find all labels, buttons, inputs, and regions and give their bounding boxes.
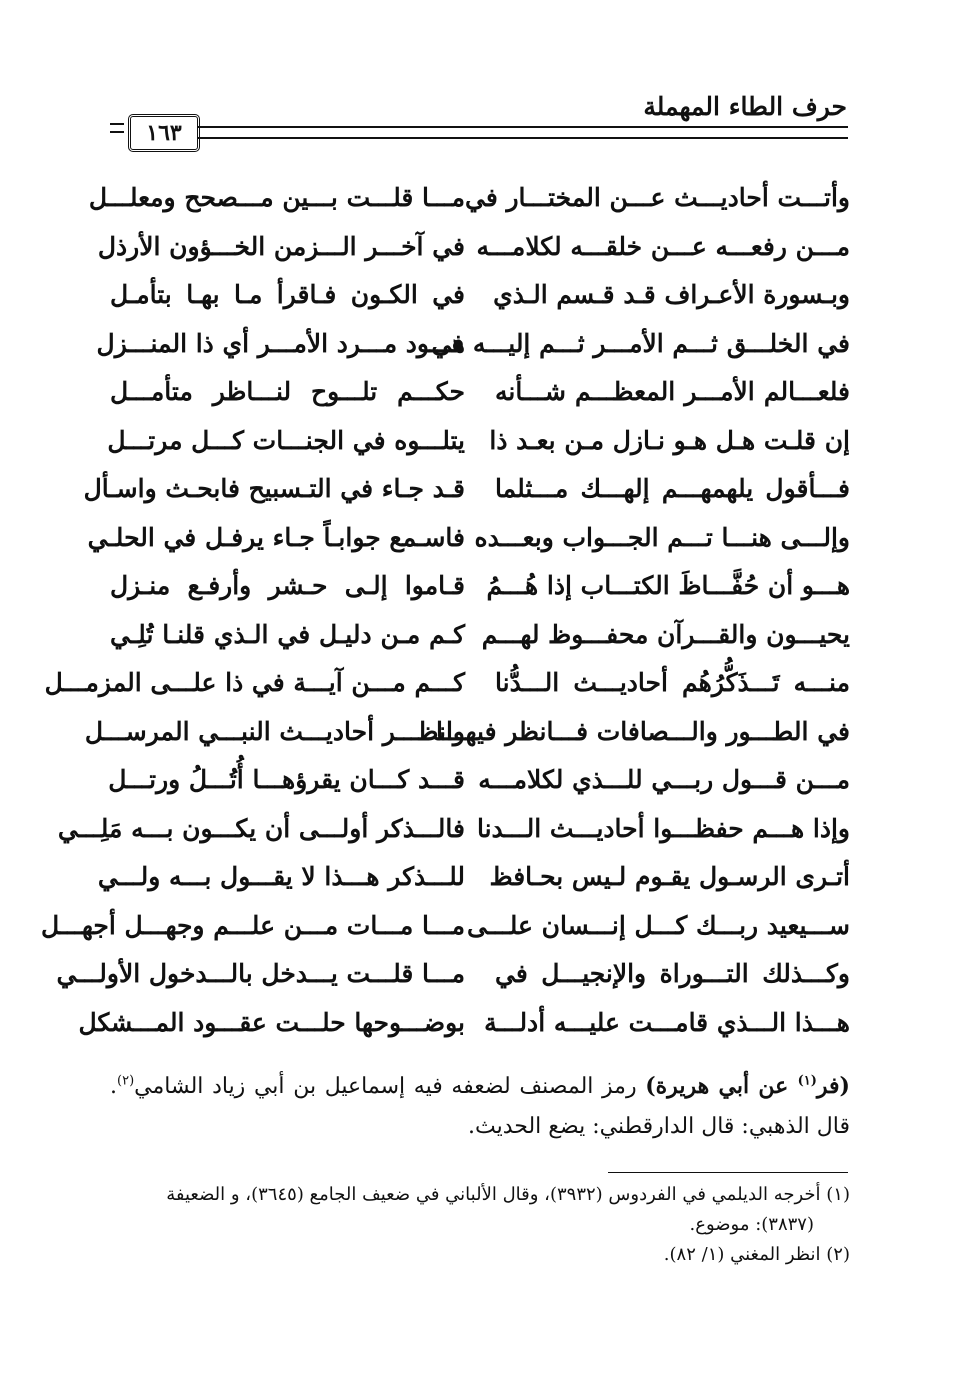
commentary-text: رمز المصنف لضعفه فيه إسماعيل بن أبي زياد الشامي — [134, 1074, 646, 1099]
verse-line — [87, 522, 850, 572]
verse-line — [96, 328, 850, 378]
verse-second-hemistich: مـــا مـــات مـــن علـــم وجهـــل أجهـــل — [41, 910, 465, 940]
verse-second-hemistich: قـــد كـــان يقرؤهـــا أُتُـــلُ ورتـــل — [108, 765, 465, 794]
verse-line — [84, 716, 850, 766]
footnote-2: (٢) انظر المغني (١/ ٨٢). — [663, 1244, 850, 1265]
verse-line — [88, 183, 850, 232]
verse-line — [110, 620, 850, 669]
verse-first-hemistich: إن قلـت هـل هـو نـازل مـن بعـد ذا — [489, 425, 850, 455]
footnote-1: (١) أخرجه الديلمي في الفردوس (٣٩٣٢)، وقال الألباني في ضعيف الجامع (٣٦٤٥)، و الضعيفة — [166, 1184, 850, 1205]
running-head-title: حرف الطاء المهملة — [643, 92, 847, 121]
verse-first-hemistich: مـــن رفعـــه عـــن خلقـــه لكلامـــه — [476, 231, 850, 261]
verse-line — [44, 668, 850, 717]
verse-second-hemistich: بوضـــوحها حلـــت عقـــود المـــشكل — [78, 1007, 465, 1037]
verse-line — [97, 231, 850, 281]
page-number: ١٦٣ — [128, 114, 200, 152]
verse-second-hemistich: حكـــم تلـــوح لنـــاظر متأمـــل — [110, 377, 465, 406]
verse-first-hemistich: يحيـــون والقـــرآن محفـــوظ لهـــم — [481, 619, 850, 649]
commentary-text-end: . قال الذهبي: قال الدارقطني: يضع الحديث. — [110, 1074, 850, 1139]
footnote-marker-1: (١) — [797, 1073, 817, 1089]
hadith-reference — [645, 1073, 850, 1099]
verse-first-hemistich: وكـــذلك التـــوراة والإنجيـــل في — [495, 959, 850, 988]
verse-first-hemistich: أتـرى الرسـول يقـوم لـيس بحـافظ — [489, 862, 850, 891]
verse-second-hemistich: في آخـــر الـــزمن الخـــؤون الأرذل — [97, 231, 465, 261]
verse-first-hemistich: وإذا هـــم حفظـــوا أحاديـــث الـــدنا — [476, 813, 850, 843]
verse-line — [78, 1007, 850, 1057]
verse-line — [107, 425, 850, 475]
verse-first-hemistich: هـــذا الـــذي قامـــت عليـــه أدلـــة — [484, 1007, 850, 1037]
verse-line — [83, 474, 850, 523]
verse-first-hemistich: مـــن قـــول ربـــي للـــذي لكلامـــه — [478, 765, 850, 794]
verse-first-hemistich: ســـيعيد ربـــك كـــل إنـــسان علـــى — [466, 910, 850, 940]
verse-first-hemistich: هـــو أن حُفَّـــاظَ الكتـــاب إذا هُـــمُ — [486, 571, 850, 600]
verse-first-hemistich: فـــأقول يلهمهـــم إلهـــك مـــثلما — [495, 474, 850, 503]
verse-second-hemistich: في الكـون فـاقرأ مـا بهـا بتأمـل — [110, 280, 465, 309]
verse-second-hemistich: وانظـــر أحاديـــث النبـــي المرســـل — [84, 716, 465, 746]
verse-line — [110, 280, 850, 329]
verse-second-hemistich: قـد جـاء في التـسبيح فابحـث واسـأل — [83, 474, 465, 503]
verse-first-hemistich: في الخلـــق ثـــم الأمـــر ثـــم إليـــه في — [431, 328, 850, 358]
verse-first-hemistich: وإلـــى هنـــا تـــم الجـــواب وبعـــده — [474, 522, 850, 552]
verse-line — [56, 959, 850, 1008]
page-number-dash — [110, 123, 124, 133]
footnote-separator — [608, 1172, 848, 1173]
footnote-marker-2: (٢) — [117, 1073, 135, 1089]
double-rule-line — [198, 126, 848, 139]
verse-first-hemistich: فلعـــالم الأمـــر المعظـــم شـــأنه — [495, 377, 850, 406]
verse-line — [110, 571, 850, 620]
poem-verses — [41, 183, 850, 1056]
verse-second-hemistich: للـــذكر هـــذا لا يقـــول بـــه ولـــي — [97, 862, 465, 891]
footnote-1-continuation: (٣٨٣٧): موضوع. — [689, 1214, 814, 1235]
verse-first-hemistich: في الطـــور والـــصافات فـــانظر فيهـــا — [435, 716, 850, 746]
verse-line — [110, 765, 850, 814]
verse-line — [57, 813, 850, 863]
verse-second-hemistich: فالـــذكر أولـــى أن يكـــون بـــه مَلِـــي — [57, 813, 465, 843]
verse-second-hemistich: مـــا قلـــت بـــين مـــصحح ومعلـــل — [88, 183, 465, 212]
footnotes — [110, 1180, 850, 1270]
reference-open: (فر — [816, 1073, 850, 1099]
verse-first-hemistich: وبـسورة الأعـراف قـد قـسم الـذي — [493, 280, 850, 309]
header-rule — [108, 112, 848, 152]
verse-second-hemistich: فاسـمع جوابـاً جـاء يرفـل في الحلـي — [87, 522, 465, 552]
verse-second-hemistich: قـاموا إلـى حـشر وأرفـع منـزل — [110, 571, 465, 600]
verse-line — [97, 862, 850, 911]
verse-line — [41, 910, 850, 960]
verse-second-hemistich: مـــا قلـــت يـــدخل بالـــدخول الأولـــي — [56, 959, 465, 988]
verse-first-hemistich: وأتـــت أحاديـــث عـــن المختـــار في — [464, 183, 850, 212]
verse-second-hemistich: يتلـــوه في الجنـــات كـــل مرتـــل — [107, 425, 465, 455]
verse-line — [110, 377, 850, 426]
reference-close: عن أبي هريرة) — [645, 1073, 798, 1099]
verse-first-hemistich: منـــه تَـــذَكُّرُهُم أحاديـــث الـــدُّنا — [495, 668, 850, 697]
verse-second-hemistich: هـــود مـــرد الأمـــر أي ذا المنـــزل — [96, 328, 465, 358]
commentary-paragraph — [110, 1066, 850, 1147]
verse-second-hemistich: كـم مـن دليـل في الـذي قلنـا تُلِـي — [110, 619, 465, 649]
verse-second-hemistich: كـــم مـــن آيـــة في ذا علـــى المزمـــل — [44, 668, 465, 697]
